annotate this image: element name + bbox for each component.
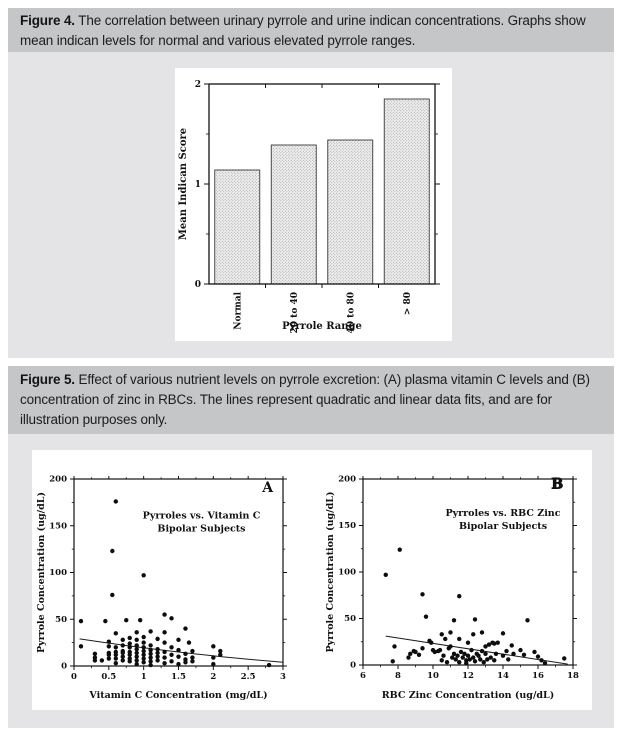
svg-text:1: 1 <box>140 672 147 682</box>
svg-text:14: 14 <box>497 671 509 681</box>
figure5-body <box>8 434 614 728</box>
svg-text:RBC Zinc Concentration (ug/dL): RBC Zinc Concentration (ug/dL) <box>381 690 555 701</box>
svg-text:8: 8 <box>395 671 401 681</box>
figure4-panel <box>8 8 614 358</box>
svg-text:12: 12 <box>462 671 474 681</box>
figure4-body <box>8 52 614 358</box>
figure5-caption-label: Figure 5. <box>20 372 75 387</box>
svg-text:> 80: > 80 <box>402 292 413 316</box>
svg-text:1.5: 1.5 <box>171 672 186 682</box>
svg-text:0.5: 0.5 <box>101 672 117 682</box>
svg-text:6: 6 <box>360 671 366 681</box>
svg-text:Pyrrole Concentration (ug/dL): Pyrrole Concentration (ug/dL) <box>325 491 336 653</box>
svg-text:Bipolar Subjects: Bipolar Subjects <box>157 523 246 535</box>
svg-text:Normal: Normal <box>233 292 244 330</box>
svg-text:0: 0 <box>194 280 201 290</box>
rbc-zinc-scatter-plot <box>312 450 592 710</box>
svg-text:0: 0 <box>61 661 67 672</box>
svg-text:50: 50 <box>344 614 356 625</box>
svg-text:A: A <box>262 480 274 497</box>
svg-text:200: 200 <box>338 474 356 485</box>
svg-text:2: 2 <box>210 672 217 682</box>
figure4-caption-label: Figure 4. <box>20 13 75 28</box>
svg-text:Pyrroles vs. Vitamin C: Pyrroles vs. Vitamin C <box>142 510 261 522</box>
figure5-chart-box <box>32 450 592 710</box>
svg-text:1: 1 <box>194 180 201 190</box>
svg-text:40 to 80: 40 to 80 <box>346 292 357 334</box>
svg-text:3: 3 <box>280 672 286 682</box>
svg-text:0: 0 <box>350 660 356 671</box>
svg-text:Mean Indican Score: Mean Indican Score <box>178 127 189 241</box>
svg-text:18: 18 <box>567 671 579 681</box>
vitamin-c-scatter-plot <box>32 450 312 710</box>
indican-bar-chart <box>175 68 452 341</box>
figure4-caption-text: The correlation between urinary pyrrole and urine indican concentrations. Graphs show mean indican levels for normal and various elevated pyrrole ranges. <box>20 13 586 48</box>
svg-text:100: 100 <box>338 567 356 578</box>
svg-text:16: 16 <box>532 671 544 681</box>
figure5-caption-text: Effect of various nutrient levels on pyrrole excretion: (A) plasma vitamin C levels and (B) concentration of zinc in RBCs. The lines represent quadratic and linear data fits, and are for illustration purposes only. <box>20 372 590 427</box>
svg-text:B: B <box>551 476 564 493</box>
figure4-chart-box <box>175 68 452 341</box>
svg-text:10: 10 <box>427 671 439 681</box>
svg-text:Vitamin C Concentration (mg/dL: Vitamin C Concentration (mg/dL) <box>89 690 268 701</box>
svg-text:Pyrroles vs. RBC Zinc: Pyrroles vs. RBC Zinc <box>445 508 561 520</box>
svg-text:Pyrrole Range: Pyrrole Range <box>282 321 362 332</box>
figure5-caption <box>8 366 614 434</box>
svg-text:100: 100 <box>49 568 67 579</box>
svg-text:200: 200 <box>49 474 67 485</box>
figure4-caption <box>8 8 614 52</box>
svg-text:150: 150 <box>338 521 356 532</box>
figure5-panel <box>8 366 614 728</box>
svg-text:0: 0 <box>71 672 77 682</box>
svg-text:2.5: 2.5 <box>240 672 256 682</box>
svg-text:2: 2 <box>194 80 201 90</box>
svg-text:50: 50 <box>55 614 67 625</box>
svg-text:Bipolar Subjects: Bipolar Subjects <box>458 521 548 533</box>
svg-text:150: 150 <box>49 521 67 532</box>
svg-text:20 to 40: 20 to 40 <box>289 292 300 334</box>
svg-text:Pyrrole Concentration (ug/dL): Pyrrole Concentration (ug/dL) <box>36 492 47 653</box>
